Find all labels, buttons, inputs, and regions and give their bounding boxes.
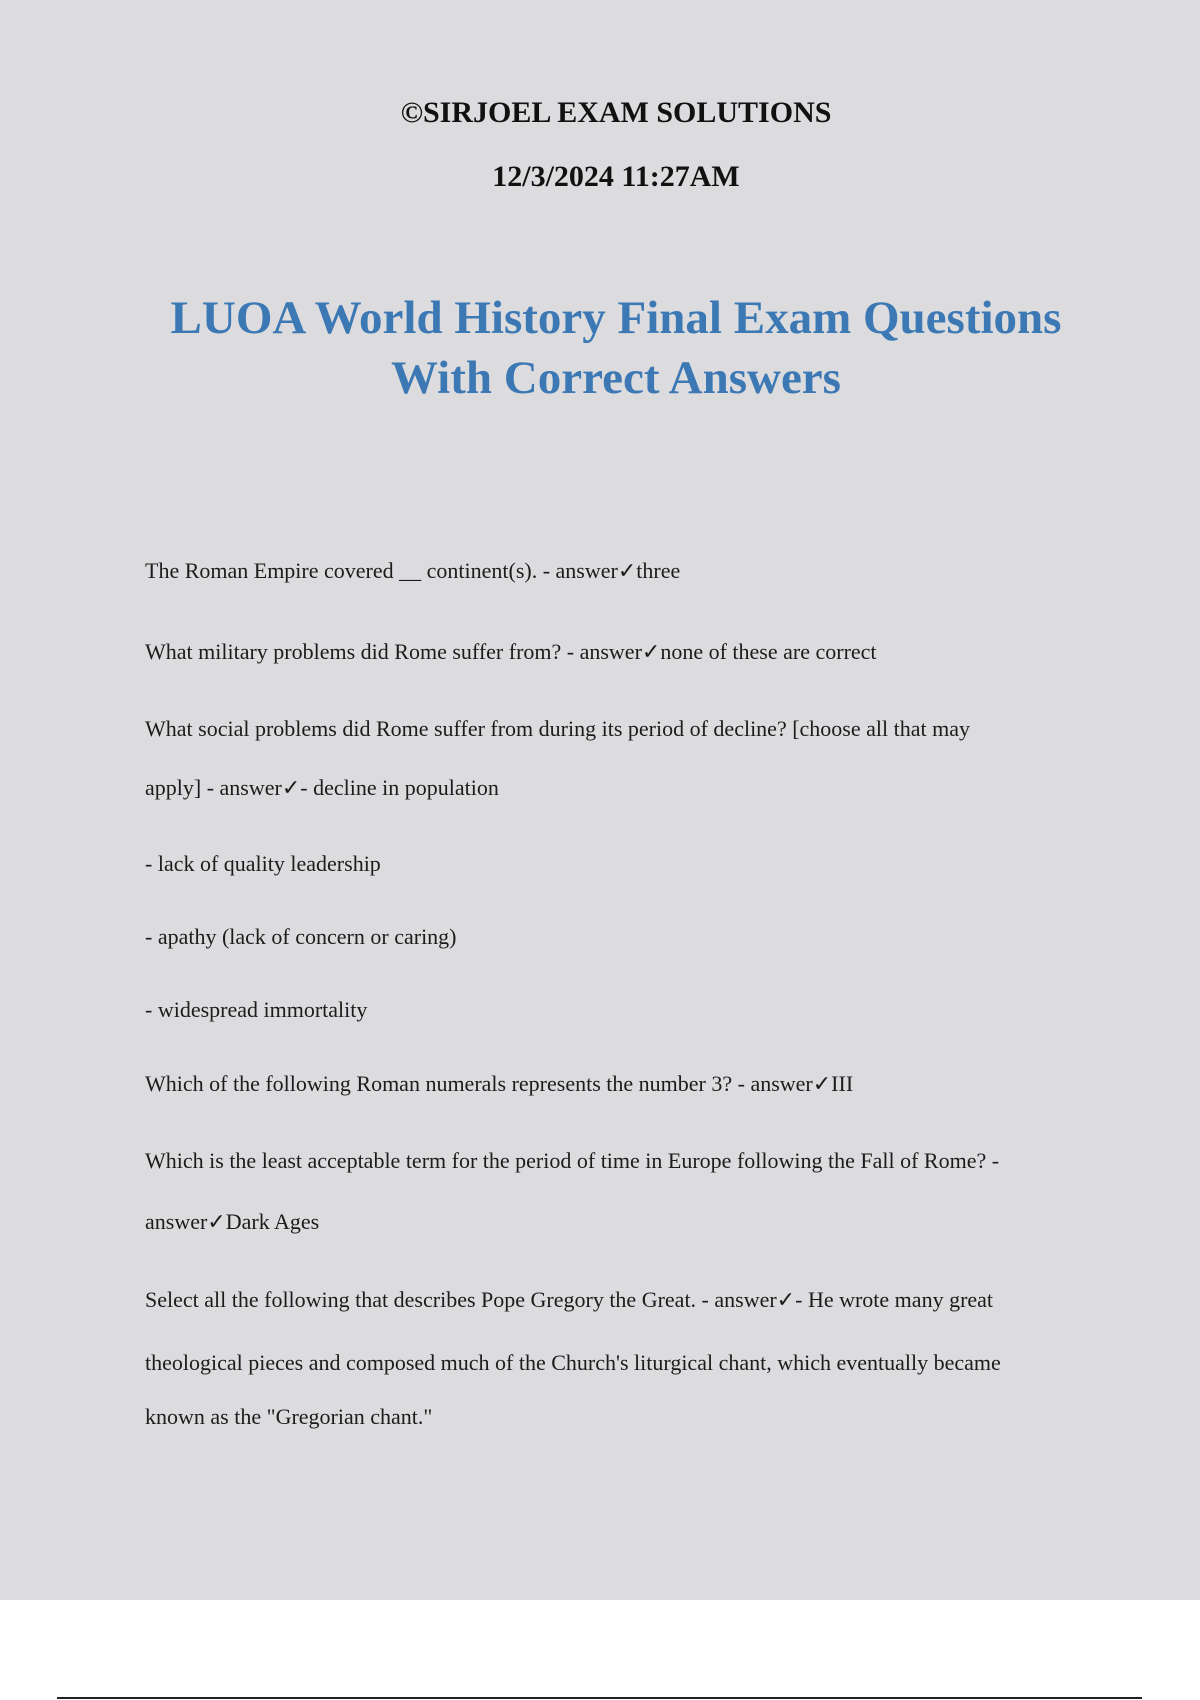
question-line: answer✓Dark Ages (145, 1209, 320, 1234)
question-line: theological pieces and composed much of the Church's liturgical chant, which eventually became (145, 1350, 1001, 1375)
title-line-1: LUOA World History Final Exam Questions (170, 292, 1062, 344)
answer-line: - lack of quality leadership (145, 851, 381, 876)
answer-line: - apathy (lack of concern or caring) (145, 924, 457, 949)
question-line: Select all the following that describes Pope Gregory the Great. - answer✓- He wrote many great (145, 1287, 994, 1312)
title-line-2: With Correct Answers (391, 352, 841, 404)
question-line: The Roman Empire covered __ continent(s). - answer✓three (145, 558, 681, 583)
footer-rule (57, 1697, 1142, 1699)
question-line: apply] - answer✓- decline in population (145, 775, 499, 800)
question-line: What military problems did Rome suffer from? - answer✓none of these are correct (145, 639, 877, 664)
question-line: Which of the following Roman numerals represents the number 3? - answer✓III (145, 1071, 854, 1096)
date-time-header: 12/3/2024 11:27AM (492, 160, 740, 193)
question-line: known as the "Gregorian chant." (145, 1404, 433, 1429)
answer-line: - widespread immortality (145, 997, 368, 1022)
question-line: Which is the least acceptable term for the period of time in Europe following the Fall of Rome? - (145, 1148, 1000, 1173)
question-line: What social problems did Rome suffer from during its period of decline? [choose all that may (145, 716, 970, 741)
document-title (0, 288, 1200, 408)
company-header: ©SIRJOEL EXAM SOLUTIONS (400, 96, 832, 129)
